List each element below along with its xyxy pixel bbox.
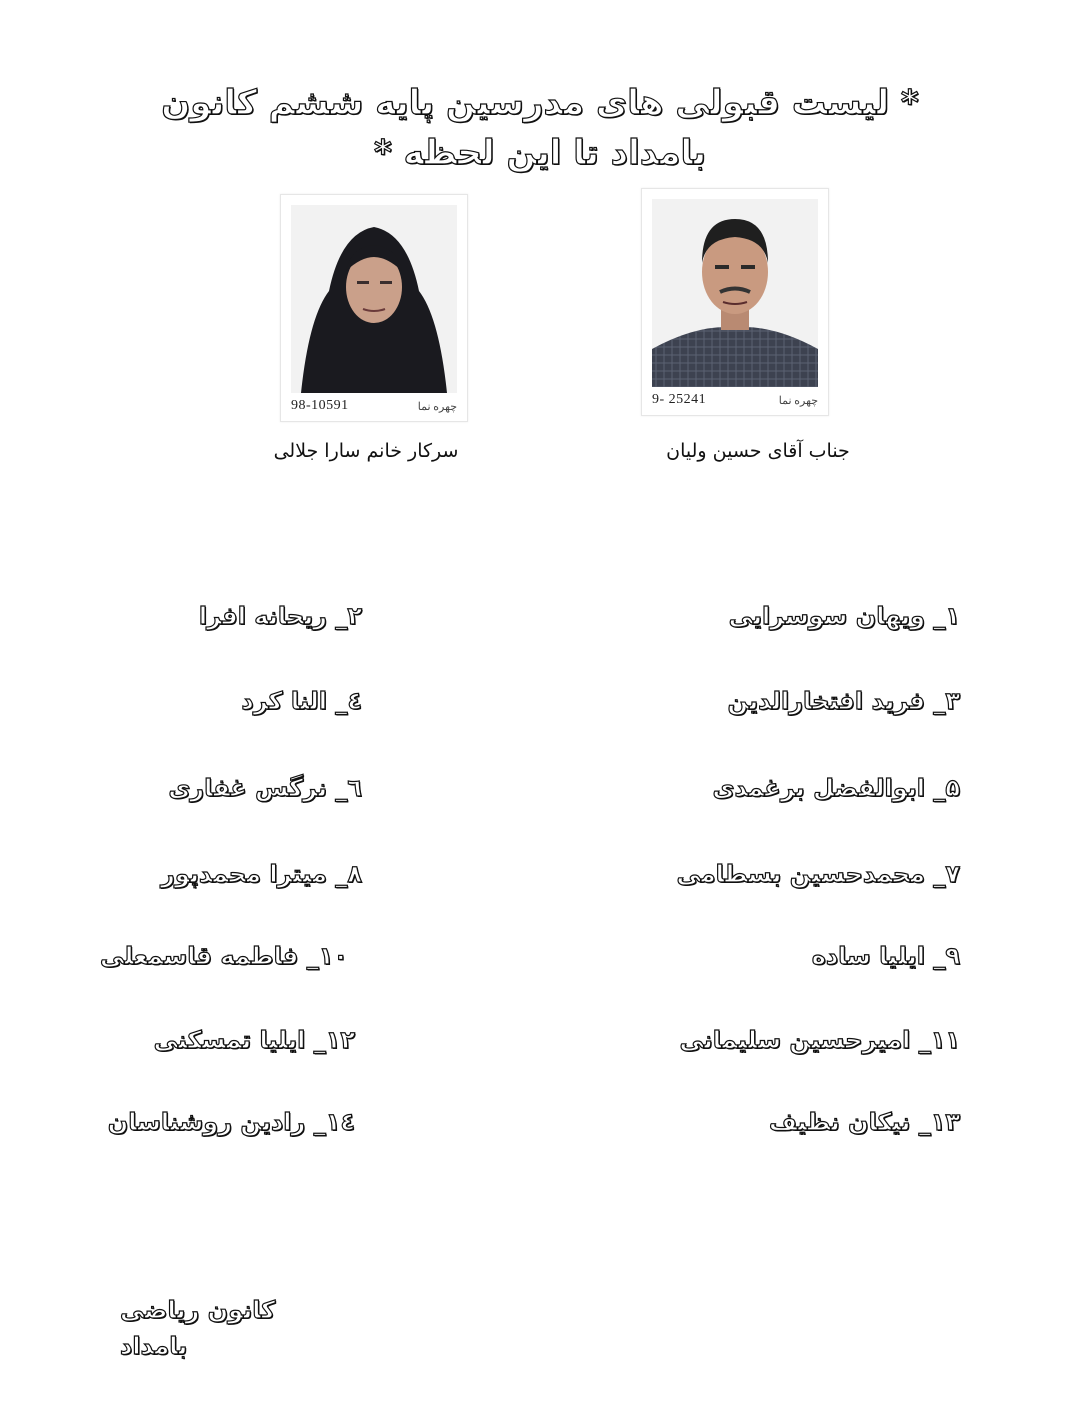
photo-tag: چهره نما	[417, 400, 457, 413]
photo-strip	[291, 397, 457, 415]
roster-item: ۸_ میترا محمدپور	[161, 860, 362, 888]
page-title: * لیست قبولی های مدرسین پایه ششم کانون بامداد تا این لحظه *	[161, 83, 919, 173]
roster-item: ١٤_ رادین روشناسان	[107, 1108, 355, 1136]
roster-item: ۳_ فرید افتخارالدین	[727, 687, 960, 715]
roster-item: ۷_ محمدحسین بسطامی	[676, 860, 960, 888]
roster-item: ۱۱_ امیرحسین سلیمانی	[679, 1026, 960, 1054]
photo-code: 9- 25241	[652, 392, 707, 407]
photo-strip	[652, 391, 818, 409]
teacher-portrait-male	[652, 199, 818, 387]
photo-tag: چهره نما	[778, 394, 818, 407]
teacher-photo-card-female	[280, 194, 468, 422]
teacher-photo-card-male	[641, 188, 829, 416]
roster-item: ۹_ ایلیا ساده	[811, 942, 960, 970]
teacher-name-male: جناب آقای حسین ولیان	[666, 440, 850, 462]
roster-item: ۵_ ابوالفضل برغمدی	[712, 774, 960, 802]
roster-item: ۱۲_ ایلیا تمسکنی	[153, 1026, 355, 1054]
teacher-name-female: سرکار خانم سارا جلالی	[273, 440, 459, 462]
roster-item: ۲_ ریحانه افرا	[198, 602, 362, 630]
footer-brand: کانون ریاضی بامداد	[120, 1296, 276, 1360]
teacher-portrait-female	[291, 205, 457, 393]
roster-item: ۱۳_ نیکان نظیف	[768, 1108, 960, 1136]
roster-item: ۱۰_ فاطمه قاسمعلی	[99, 942, 348, 970]
roster-item: ٤_ النا کرد	[241, 687, 362, 715]
roster-item: ٦_ نرگس غفاری	[168, 774, 362, 802]
roster-item: ۱_ ویهان سوسرایی	[728, 602, 960, 630]
photo-code: 98-10591	[291, 398, 349, 413]
